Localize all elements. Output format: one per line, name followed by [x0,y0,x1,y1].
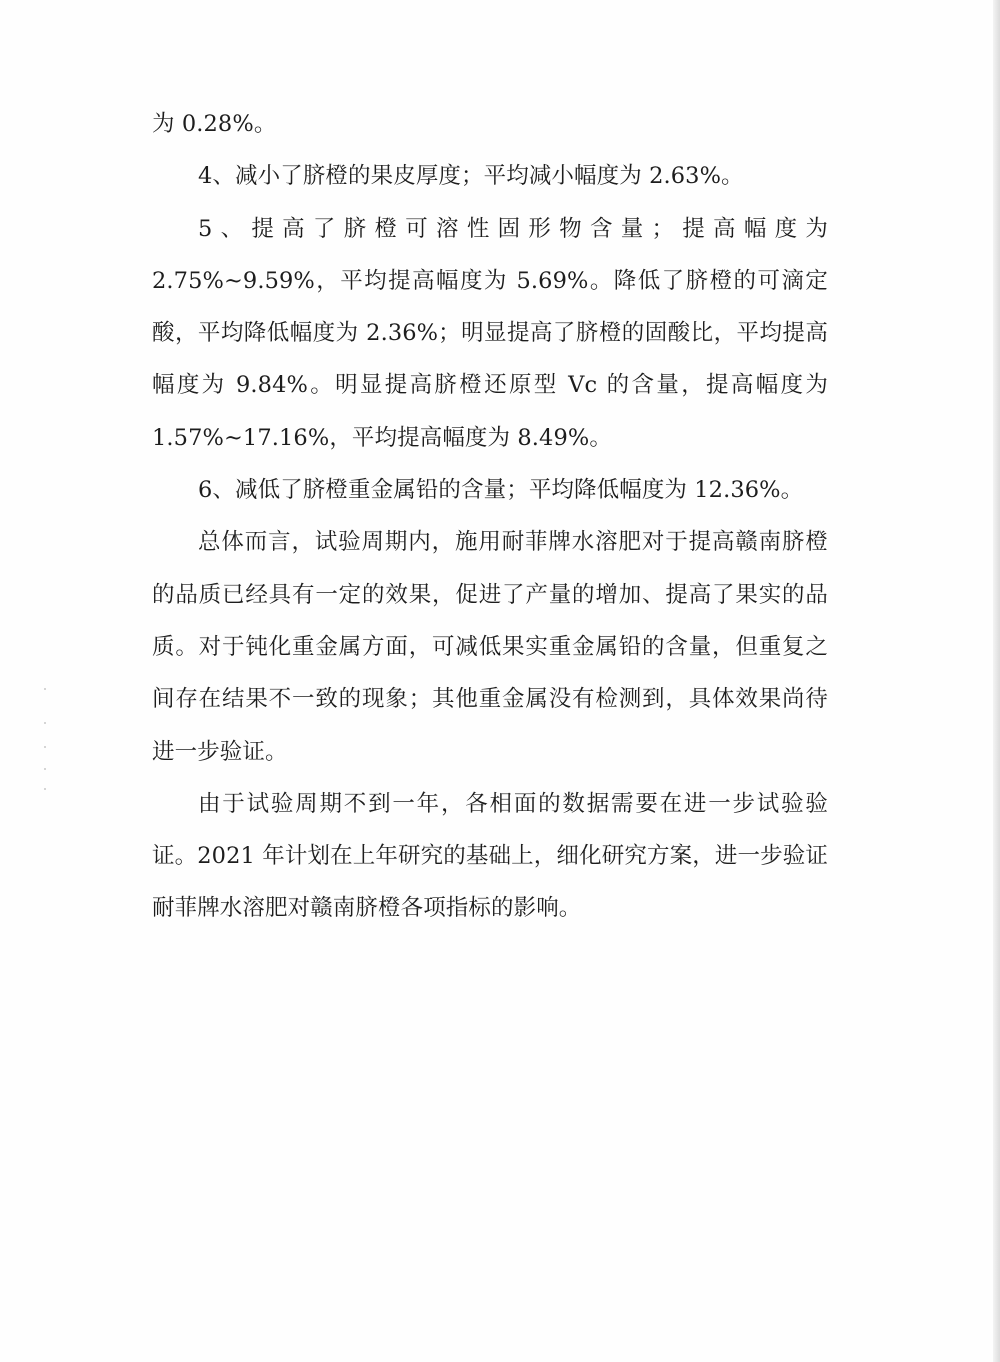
paragraph-item-5: 5、提高了脐橙可溶性固形物含量；提高幅度为 2.75%~9.59%，平均提高幅度为 5.69%。降低了脐橙的可滴定酸，平均降低幅度为 2.36%；明显提高了脐橙的固酸比，平均提高幅度为 9.84%。明显提高脐橙还原型 Vc 的含量，提高幅度为 1.57%~17.16%，平均提高幅度为 8.49%。 [152,215,828,451]
paragraph-continuation: 为 0.28%。 [152,111,277,137]
scan-specks [44,670,54,800]
paragraph-item-4: 4、减小了脐橙的果皮厚度；平均减小幅度为 2.63%。 [198,163,744,190]
paragraph-item-6: 6、减低了脐橙重金属铅的含量；平均降低幅度为 12.36%。 [198,477,804,504]
paragraph-plan: 由于试验周期不到一年，各相面的数据需要在进一步试验验证。2021 年计划在上年研究的基础上，细化研究方案，进一步验证耐菲牌水溶肥对赣南脐橙各项指标的影响。 [152,790,828,922]
page-edge-shadow [993,0,1000,1362]
document-body [152,98,828,935]
paragraph-summary: 总体而言，试验周期内，施用耐菲牌水溶肥对于提高赣南脐橙的品质已经具有一定的效果，促进了产量的增加、提高了果实的品质。对于钝化重金属方面，可减低果实重金属铅的含量，但重复之间存在结果不一致的现象；其他重金属没有检测到，具体效果尚待进一步验证。 [152,529,828,765]
